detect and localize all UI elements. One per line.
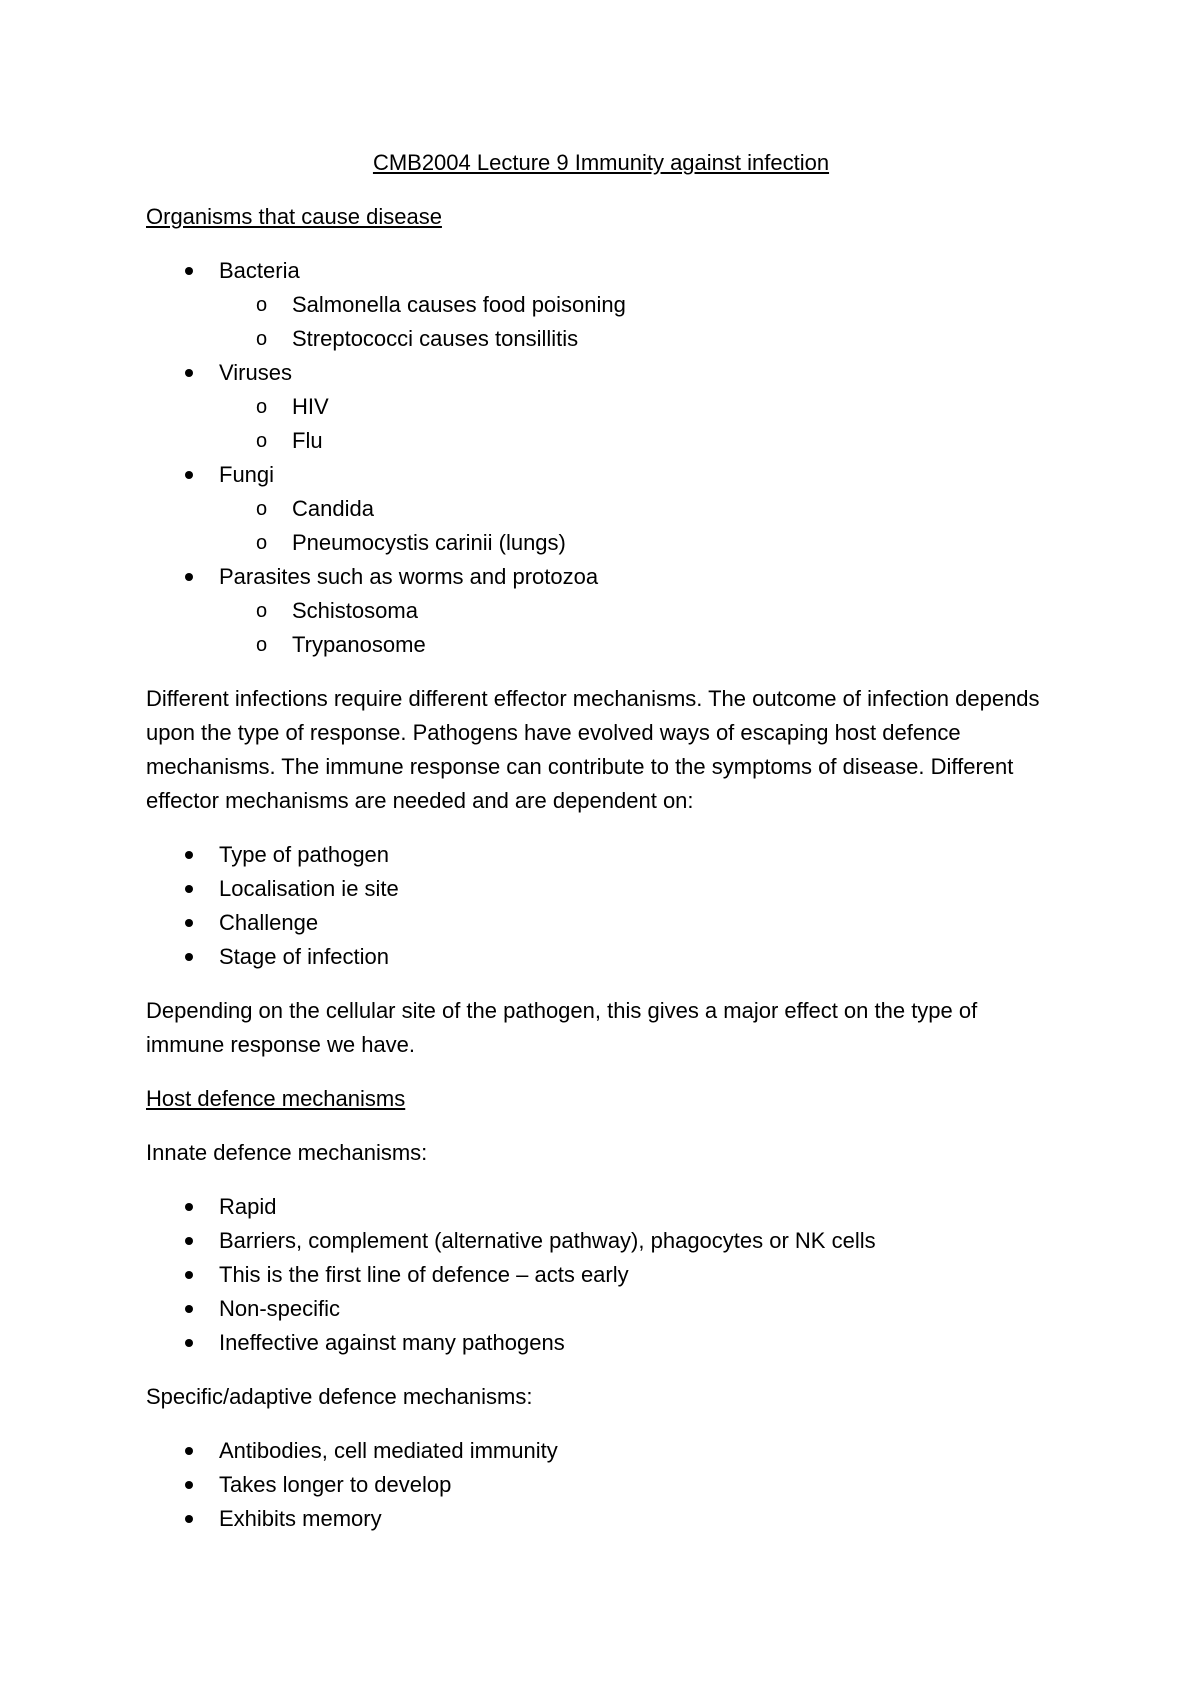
- list-item: [146, 1468, 1056, 1502]
- list-item: [146, 1502, 1056, 1536]
- sub-list-item-label: Trypanosome: [292, 632, 426, 657]
- list-item-label: This is the first line of defence – acts early: [219, 1262, 629, 1287]
- section-heading-host-defence: Host defence mechanisms: [146, 1086, 406, 1111]
- circle-bullet-icon: o: [256, 294, 268, 316]
- paragraph-effector-mechanisms: Different infections require different effector mechanisms. The outcome of infection depends upon the type of response. Pathogens have evolved ways of escaping host defence mechanisms. The immune response can contribute to the symptoms of disease. Different effector mechanisms are needed and are dependent on:: [146, 686, 1040, 813]
- bullet-icon: [185, 1237, 193, 1245]
- bullet-icon: [185, 885, 193, 893]
- bullet-icon: [185, 1515, 193, 1523]
- bullet-icon: [185, 471, 193, 479]
- list-item-label: Antibodies, cell mediated immunity: [219, 1438, 558, 1463]
- list-item: [146, 940, 1056, 974]
- bullet-icon: [185, 1339, 193, 1347]
- sub-list-item: [219, 424, 1056, 458]
- bullet-icon: [185, 369, 193, 377]
- list-item: [146, 1434, 1056, 1468]
- sub-list-item-label: Salmonella causes food poisoning: [292, 292, 626, 317]
- circle-bullet-icon: o: [256, 634, 268, 656]
- list-item: [146, 1224, 1056, 1258]
- innate-list: [146, 1190, 1056, 1360]
- adaptive-label: Specific/adaptive defence mechanisms:: [146, 1384, 533, 1409]
- bullet-icon: [185, 1481, 193, 1489]
- list-item: [146, 560, 1056, 662]
- sub-list-item-label: Schistosoma: [292, 598, 418, 623]
- circle-bullet-icon: o: [256, 328, 268, 350]
- sub-list-item: [219, 526, 1056, 560]
- sub-list-item-label: Pneumocystis carinii (lungs): [292, 530, 566, 555]
- sub-list: [219, 594, 1056, 662]
- list-item: [146, 1326, 1056, 1360]
- sub-list-item-label: Flu: [292, 428, 323, 453]
- sub-list-item: [219, 390, 1056, 424]
- sub-list-item: [219, 628, 1056, 662]
- dependent-factors-list: [146, 838, 1056, 974]
- list-item-label: Viruses: [219, 360, 292, 385]
- bullet-icon: [185, 267, 193, 275]
- document-body: [146, 146, 1056, 1556]
- list-item-label: Parasites such as worms and protozoa: [219, 564, 599, 589]
- list-item-label: Stage of infection: [219, 944, 390, 969]
- paragraph-cellular-site: Depending on the cellular site of the pathogen, this gives a major effect on the type of immune response we have.: [146, 998, 978, 1057]
- list-item: [146, 458, 1056, 560]
- circle-bullet-icon: o: [256, 532, 268, 554]
- sub-list-item: [219, 288, 1056, 322]
- list-item-label: Takes longer to develop: [219, 1472, 452, 1497]
- list-item-label: Non-specific: [219, 1296, 341, 1321]
- page-title: CMB2004 Lecture 9 Immunity against infection: [372, 150, 830, 175]
- list-item-label: Type of pathogen: [219, 842, 390, 867]
- list-item-label: Fungi: [219, 462, 275, 487]
- list-item-label: Exhibits memory: [219, 1506, 382, 1531]
- list-item-label: Challenge: [219, 910, 319, 935]
- list-item: [146, 872, 1056, 906]
- list-item-label: Bacteria: [219, 258, 300, 283]
- section-heading-organisms: Organisms that cause disease: [146, 204, 442, 229]
- sub-list: [219, 492, 1056, 560]
- list-item-label: Barriers, complement (alternative pathway), phagocytes or NK cells: [219, 1228, 876, 1253]
- list-item: [146, 838, 1056, 872]
- list-item: [146, 356, 1056, 458]
- sub-list-item: [219, 492, 1056, 526]
- sub-list-item-label: Streptococci causes tonsillitis: [292, 326, 579, 351]
- sub-list-item-label: HIV: [292, 394, 329, 419]
- list-item: [146, 906, 1056, 940]
- sub-list-item: [219, 594, 1056, 628]
- circle-bullet-icon: o: [256, 600, 268, 622]
- sub-list: [219, 390, 1056, 458]
- sub-list-item-label: Candida: [292, 496, 374, 521]
- circle-bullet-icon: o: [256, 498, 268, 520]
- bullet-icon: [185, 851, 193, 859]
- bullet-icon: [185, 1203, 193, 1211]
- bullet-icon: [185, 919, 193, 927]
- circle-bullet-icon: o: [256, 430, 268, 452]
- list-item: [146, 1292, 1056, 1326]
- sub-list-item: [219, 322, 1056, 356]
- list-item: [146, 1190, 1056, 1224]
- bullet-icon: [185, 1305, 193, 1313]
- adaptive-list: [146, 1434, 1056, 1536]
- innate-label: Innate defence mechanisms:: [146, 1140, 428, 1165]
- bullet-icon: [185, 573, 193, 581]
- bullet-icon: [185, 1447, 193, 1455]
- sub-list: [219, 288, 1056, 356]
- bullet-icon: [185, 1271, 193, 1279]
- list-item: [146, 1258, 1056, 1292]
- list-item: [146, 254, 1056, 356]
- list-item-label: Ineffective against many pathogens: [219, 1330, 565, 1355]
- circle-bullet-icon: o: [256, 396, 268, 418]
- organisms-list: [146, 254, 1056, 662]
- bullet-icon: [185, 953, 193, 961]
- list-item-label: Localisation ie site: [219, 876, 399, 901]
- list-item-label: Rapid: [219, 1194, 277, 1219]
